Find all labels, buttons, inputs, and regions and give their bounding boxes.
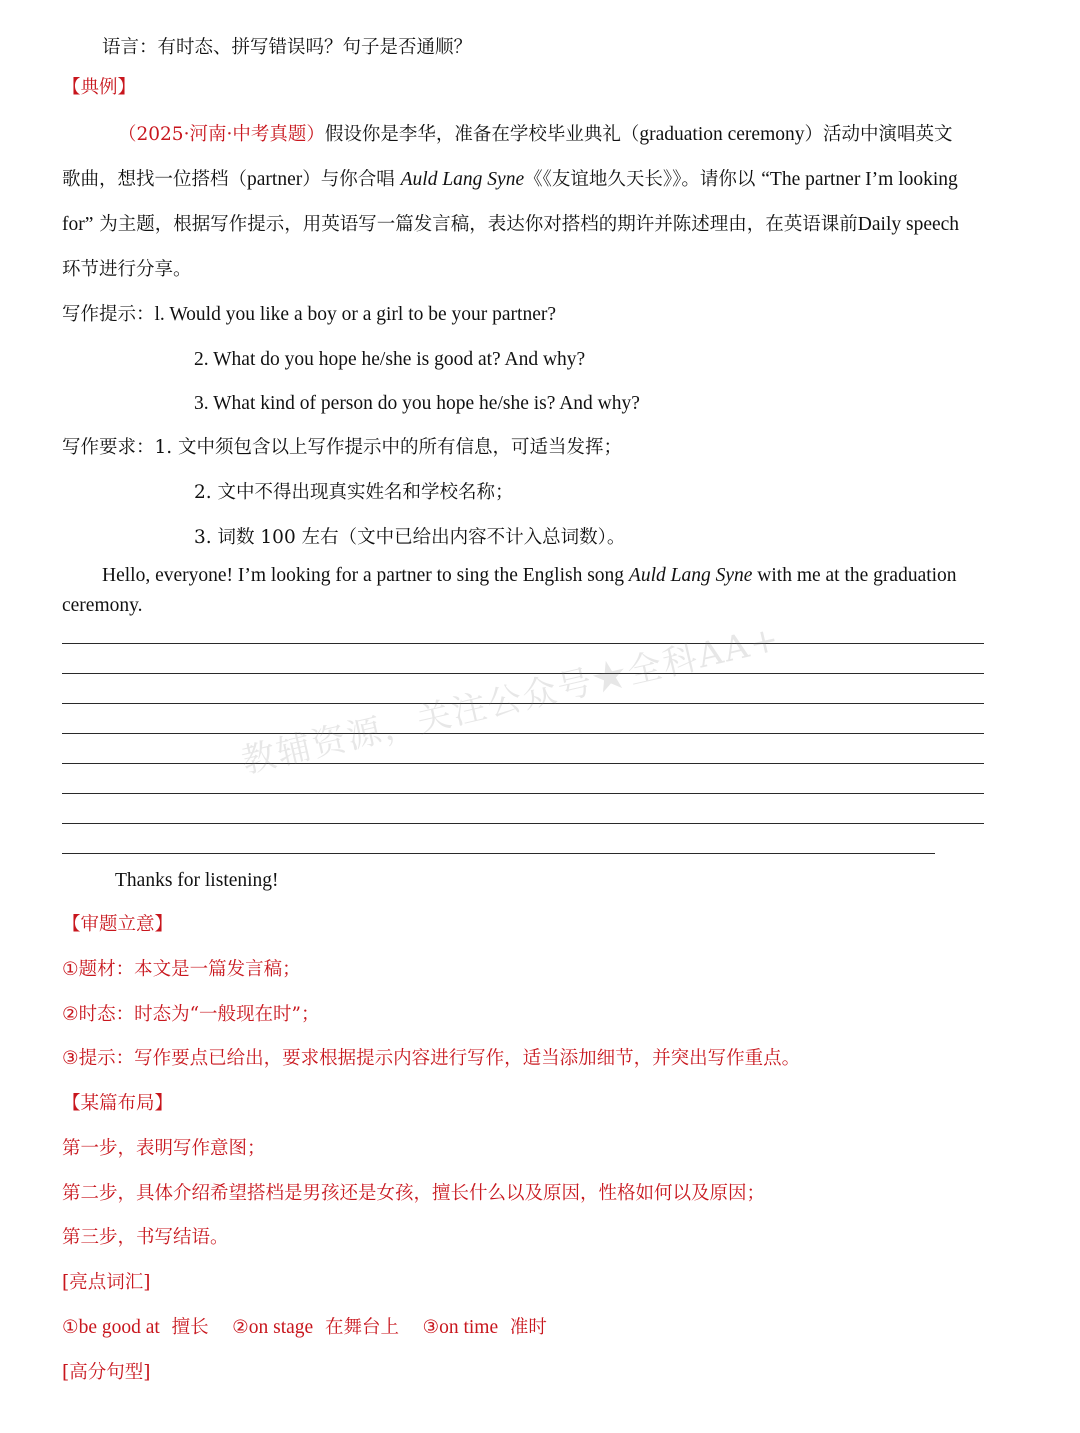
item-number: ③ [422, 1317, 440, 1338]
opening-line-1 [102, 564, 957, 588]
prompt-theme: “The partner I’m looking [761, 169, 958, 190]
requirement-item: 1. 文中须包含以上写作提示中的所有信息，可适当发挥； [154, 437, 623, 458]
layout-heading: 【某篇布局】 [62, 1093, 174, 1114]
prompt-line-3 [62, 213, 959, 237]
sentences-heading: [高分句型] [62, 1362, 151, 1383]
answer-line [62, 853, 935, 854]
hint-item: 2. What do you hope he/she is good at? And why? [194, 349, 586, 370]
prompt-term: graduation ceremony [639, 124, 805, 145]
opening-text: with me at the graduation [752, 565, 957, 586]
watermark: 教辅资源，关注公众号★全科AA+ [237, 618, 785, 782]
prompt-text: ）活动中演唱英文 [804, 124, 953, 145]
prompt-theme: for” [62, 214, 94, 235]
prompt-text: 歌曲，想找一位搭档（ [62, 169, 248, 190]
layout-step: 第三步，书写结语。 [62, 1227, 229, 1248]
prompt-line-1 [118, 123, 953, 147]
hint-line-1 [62, 303, 556, 327]
layout-step: 第二步，具体介绍希望搭档是男孩还是女孩，擅长什么以及原因，性格如何以及原因； [62, 1183, 766, 1204]
answer-line [62, 793, 984, 794]
answer-line [62, 703, 984, 704]
vocab-chinese: 擅长 [171, 1317, 209, 1338]
analysis-item [62, 1003, 320, 1027]
song-title: Auld Lang Syne [400, 169, 525, 190]
analysis-heading: 【审题立意】 [62, 914, 174, 935]
hint-item: l. Would you like a boy or a girl to be your partner? [154, 304, 557, 325]
item-text: 题材：本文是一篇发言稿； [78, 959, 301, 980]
vocab-line [62, 1316, 547, 1340]
answer-line [62, 643, 984, 644]
item-number: ① [62, 1317, 79, 1338]
vocab-chinese: 准时 [509, 1317, 547, 1338]
prompt-line-2 [62, 168, 958, 192]
vocab-english: be good at [78, 1317, 160, 1338]
requirements-label: 写作要求： [62, 437, 155, 458]
answer-line [62, 733, 984, 734]
answer-line [62, 763, 984, 764]
song-title: Auld Lang Syne [628, 565, 753, 586]
example-heading: 【典例】 [62, 77, 137, 98]
prompt-text: ）与你合唱 [302, 169, 401, 190]
vocab-english: on time [439, 1317, 499, 1338]
answer-line [62, 673, 984, 674]
prompt-text: 假设你是李华，准备在学校毕业典礼（ [324, 124, 640, 145]
item-number: ② [62, 1004, 79, 1025]
item-text: 时态：时态为“一般现在时”； [78, 1004, 320, 1025]
requirement-item: 3. 词数 100 左右（文中已给出内容不计入总词数）。 [194, 527, 626, 548]
prompt-line-4: 环节进行分享。 [62, 259, 192, 280]
answer-line [62, 823, 984, 824]
hint-item: 3. What kind of person do you hope he/she is? And why? [194, 393, 640, 414]
prompt-source: （2025·河南·中考真题） [118, 124, 325, 145]
language-check-line: 语言：有时态、拼写错误吗？句子是否通顺？ [102, 37, 473, 58]
analysis-item [62, 958, 301, 982]
vocab-english: on stage [248, 1317, 314, 1338]
layout-step: 第一步，表明写作意图； [62, 1138, 266, 1159]
analysis-item [62, 1047, 800, 1071]
closing-line: Thanks for listening! [115, 870, 279, 891]
item-number: ② [232, 1317, 249, 1338]
prompt-text: 为主题，根据写作提示，用英语写一篇发言稿，表达你对搭档的期许并陈述理由，在英语课前 [93, 214, 858, 235]
opening-line-2: ceremony. [62, 595, 143, 616]
item-number: ③ [62, 1048, 79, 1069]
prompt-text: 《《友谊地久天长》》。请你以 [524, 169, 762, 190]
prompt-term: partner [247, 169, 303, 190]
requirement-line-1 [62, 436, 622, 460]
vocab-heading: [亮点词汇] [62, 1272, 151, 1293]
prompt-term: Daily speech [857, 214, 960, 235]
opening-text: Hello, everyone! I’m looking for a partner to sing the English song [102, 565, 629, 586]
vocab-chinese: 在舞台上 [324, 1317, 399, 1338]
requirement-item: 2. 文中不得出现真实姓名和学校名称； [194, 482, 514, 503]
hints-label: 写作提示： [62, 304, 155, 325]
item-number: ① [62, 959, 79, 980]
item-text: 提示：写作要点已给出，要求根据提示内容进行写作，适当添加细节，并突出写作重点。 [78, 1048, 801, 1069]
